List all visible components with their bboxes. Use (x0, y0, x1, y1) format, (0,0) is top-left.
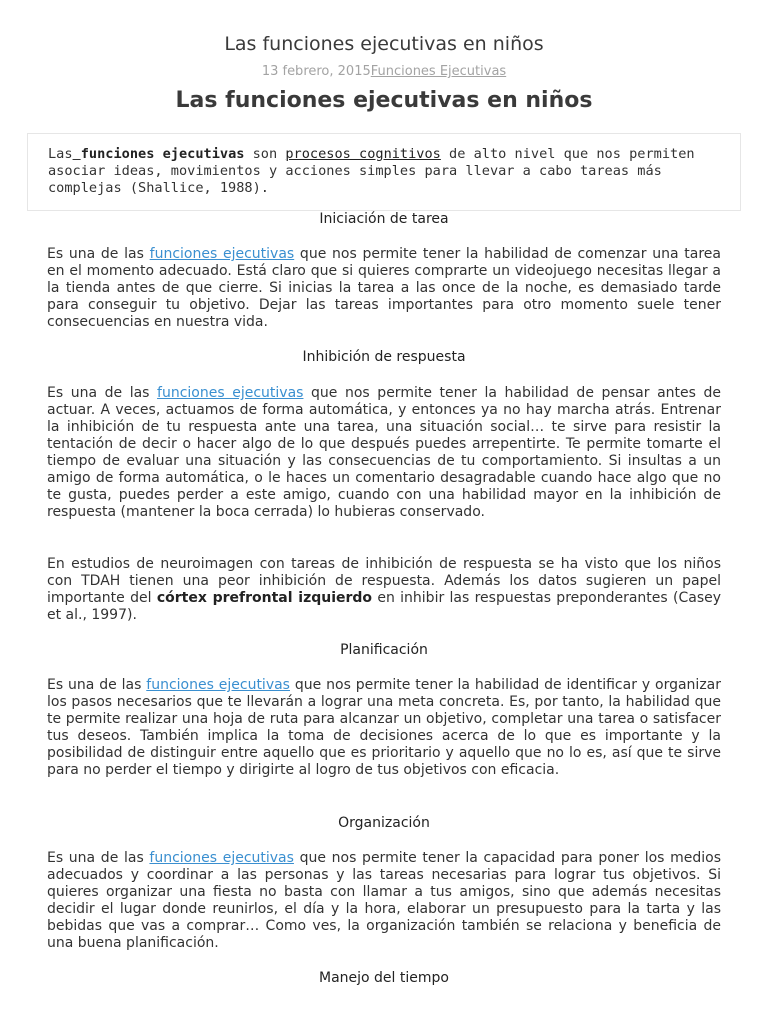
post-date: 13 febrero, 2015 (261, 64, 371, 79)
heading-planificacion: Planificación (340, 642, 428, 658)
text-span: que nos permite tener la habilidad de pensar antes de actuar. A veces, actuamos de forma automática, y entonces ya no hay marcha atrás. Entrenar la inhibición de tu respuesta ante una tarea, una situación social… te sirve para resistir la tentación de decir o hacer algo de lo que después puedes arrepentirte. Te permite tomarte el tiempo de evaluar una situación y las consecuencias de tu comportamiento. Si insultas a un amigo de forma automática, o le haces un comentario desagradable cuando hace algo que no te gusta, puedes perder a este amigo, cuando con una habilidad mayor en la inhibición de respuesta (mantener la boca cerrada) lo hubieras conservado. (47, 385, 722, 520)
heading-inhibicion: Inhibición de respuesta (302, 349, 466, 365)
paragraph-inhibicion-2 (47, 556, 721, 624)
intro-link-procesos[interactable]: procesos cognitivos (285, 146, 441, 162)
text-span: En estudios de neuroimagen con tareas de inhibición de respuesta se ha visto que los niños con TDAH tienen una peor inhibición de respuesta. Además los datos sugieren un papel importante del (47, 556, 721, 606)
paragraph-planificacion (47, 677, 721, 779)
heading-iniciacion: Iniciación de tarea (319, 211, 449, 227)
paragraph-inhibicion-1 (47, 385, 721, 521)
text-span: en inhibir las respuestas preponderantes (Casey et al., 1997). (47, 590, 722, 623)
text-span: que nos permite tener la habilidad de identificar y organizar los pasos necesarios que te llevarán a lograr una meta concreta. Es, por tanto, la habilidad que te permite realizar una hoja de ruta para alcanzar un objetivo, completar una tarea o satisfacer tus deseos. También implica la toma de decisiones acerca de lo que es importante y la posibilidad de distinguir entre aquello que es prioritario y aquello que no lo es, así que te sirve para no perder el tiempo y dirigirte al logro de tus objetivos con eficacia. (47, 677, 722, 778)
post-meta (0, 64, 768, 79)
link-funciones-ejecutivas[interactable]: funciones ejecutivas (149, 246, 295, 262)
link-funciones-ejecutivas[interactable]: funciones ejecutivas (146, 677, 290, 693)
paragraph-organizacion (47, 850, 721, 952)
text-span: que nos permite tener la capacidad para poner los medios adecuados y coordinar a las personas y las tareas necesarias para lograr tus objetivos. Si quieres organizar una fiesta no basta con llamar a tus amigos, sino que además necesitas decidir el lugar donde reunirlos, el día y la hora, elaborar un presupuesto para la tarta y las bebidas que vas a comprar… Como ves, la organización también se relaciona y beneficia de una buena planificación. (47, 850, 722, 951)
intro-text-mid: son (244, 146, 286, 162)
text-span: Es una de las (47, 850, 150, 866)
category-link[interactable]: Funciones Ejecutivas (370, 64, 507, 79)
text-span: Es una de las (47, 246, 150, 262)
intro-quote-box (27, 133, 741, 211)
site-title: Las funciones ejecutivas en niños (224, 33, 544, 55)
intro-text-post: de alto nivel que nos permiten asociar ideas, movimientos y acciones simples para llevar a cabo tareas más complejas (Shallice, 1988). (48, 146, 695, 196)
heading-organizacion: Organización (338, 815, 430, 831)
text-span: que nos permite tener la habilidad de comenzar una tarea en el momento adecuado. Está claro que si quieres comprarte un videojuego necesitas llegar a la tienda antes de que cierre. Si inicias la tarea a las once de la noche, es demasiado tarde para conseguir tu objetivo. Dejar las tareas importantes para otro momento suele tener consecuencias en nuestra vida. (47, 246, 721, 330)
heading-manejo-tiempo: Manejo del tiempo (319, 970, 449, 986)
post-title: Las funciones ejecutivas en niños (175, 88, 593, 113)
intro-underscore (73, 146, 81, 162)
link-funciones-ejecutivas[interactable]: funciones ejecutivas (149, 850, 294, 866)
text-span: Es una de las (47, 677, 147, 693)
link-funciones-ejecutivas[interactable]: funciones ejecutivas (157, 385, 304, 401)
text-span: Es una de las (47, 385, 158, 401)
bold-cortex: córtex prefrontal izquierdo (156, 590, 373, 606)
intro-strong-term: funciones ejecutivas (80, 146, 245, 162)
paragraph-iniciacion (47, 246, 721, 331)
intro-text-pre: Las (48, 146, 73, 162)
